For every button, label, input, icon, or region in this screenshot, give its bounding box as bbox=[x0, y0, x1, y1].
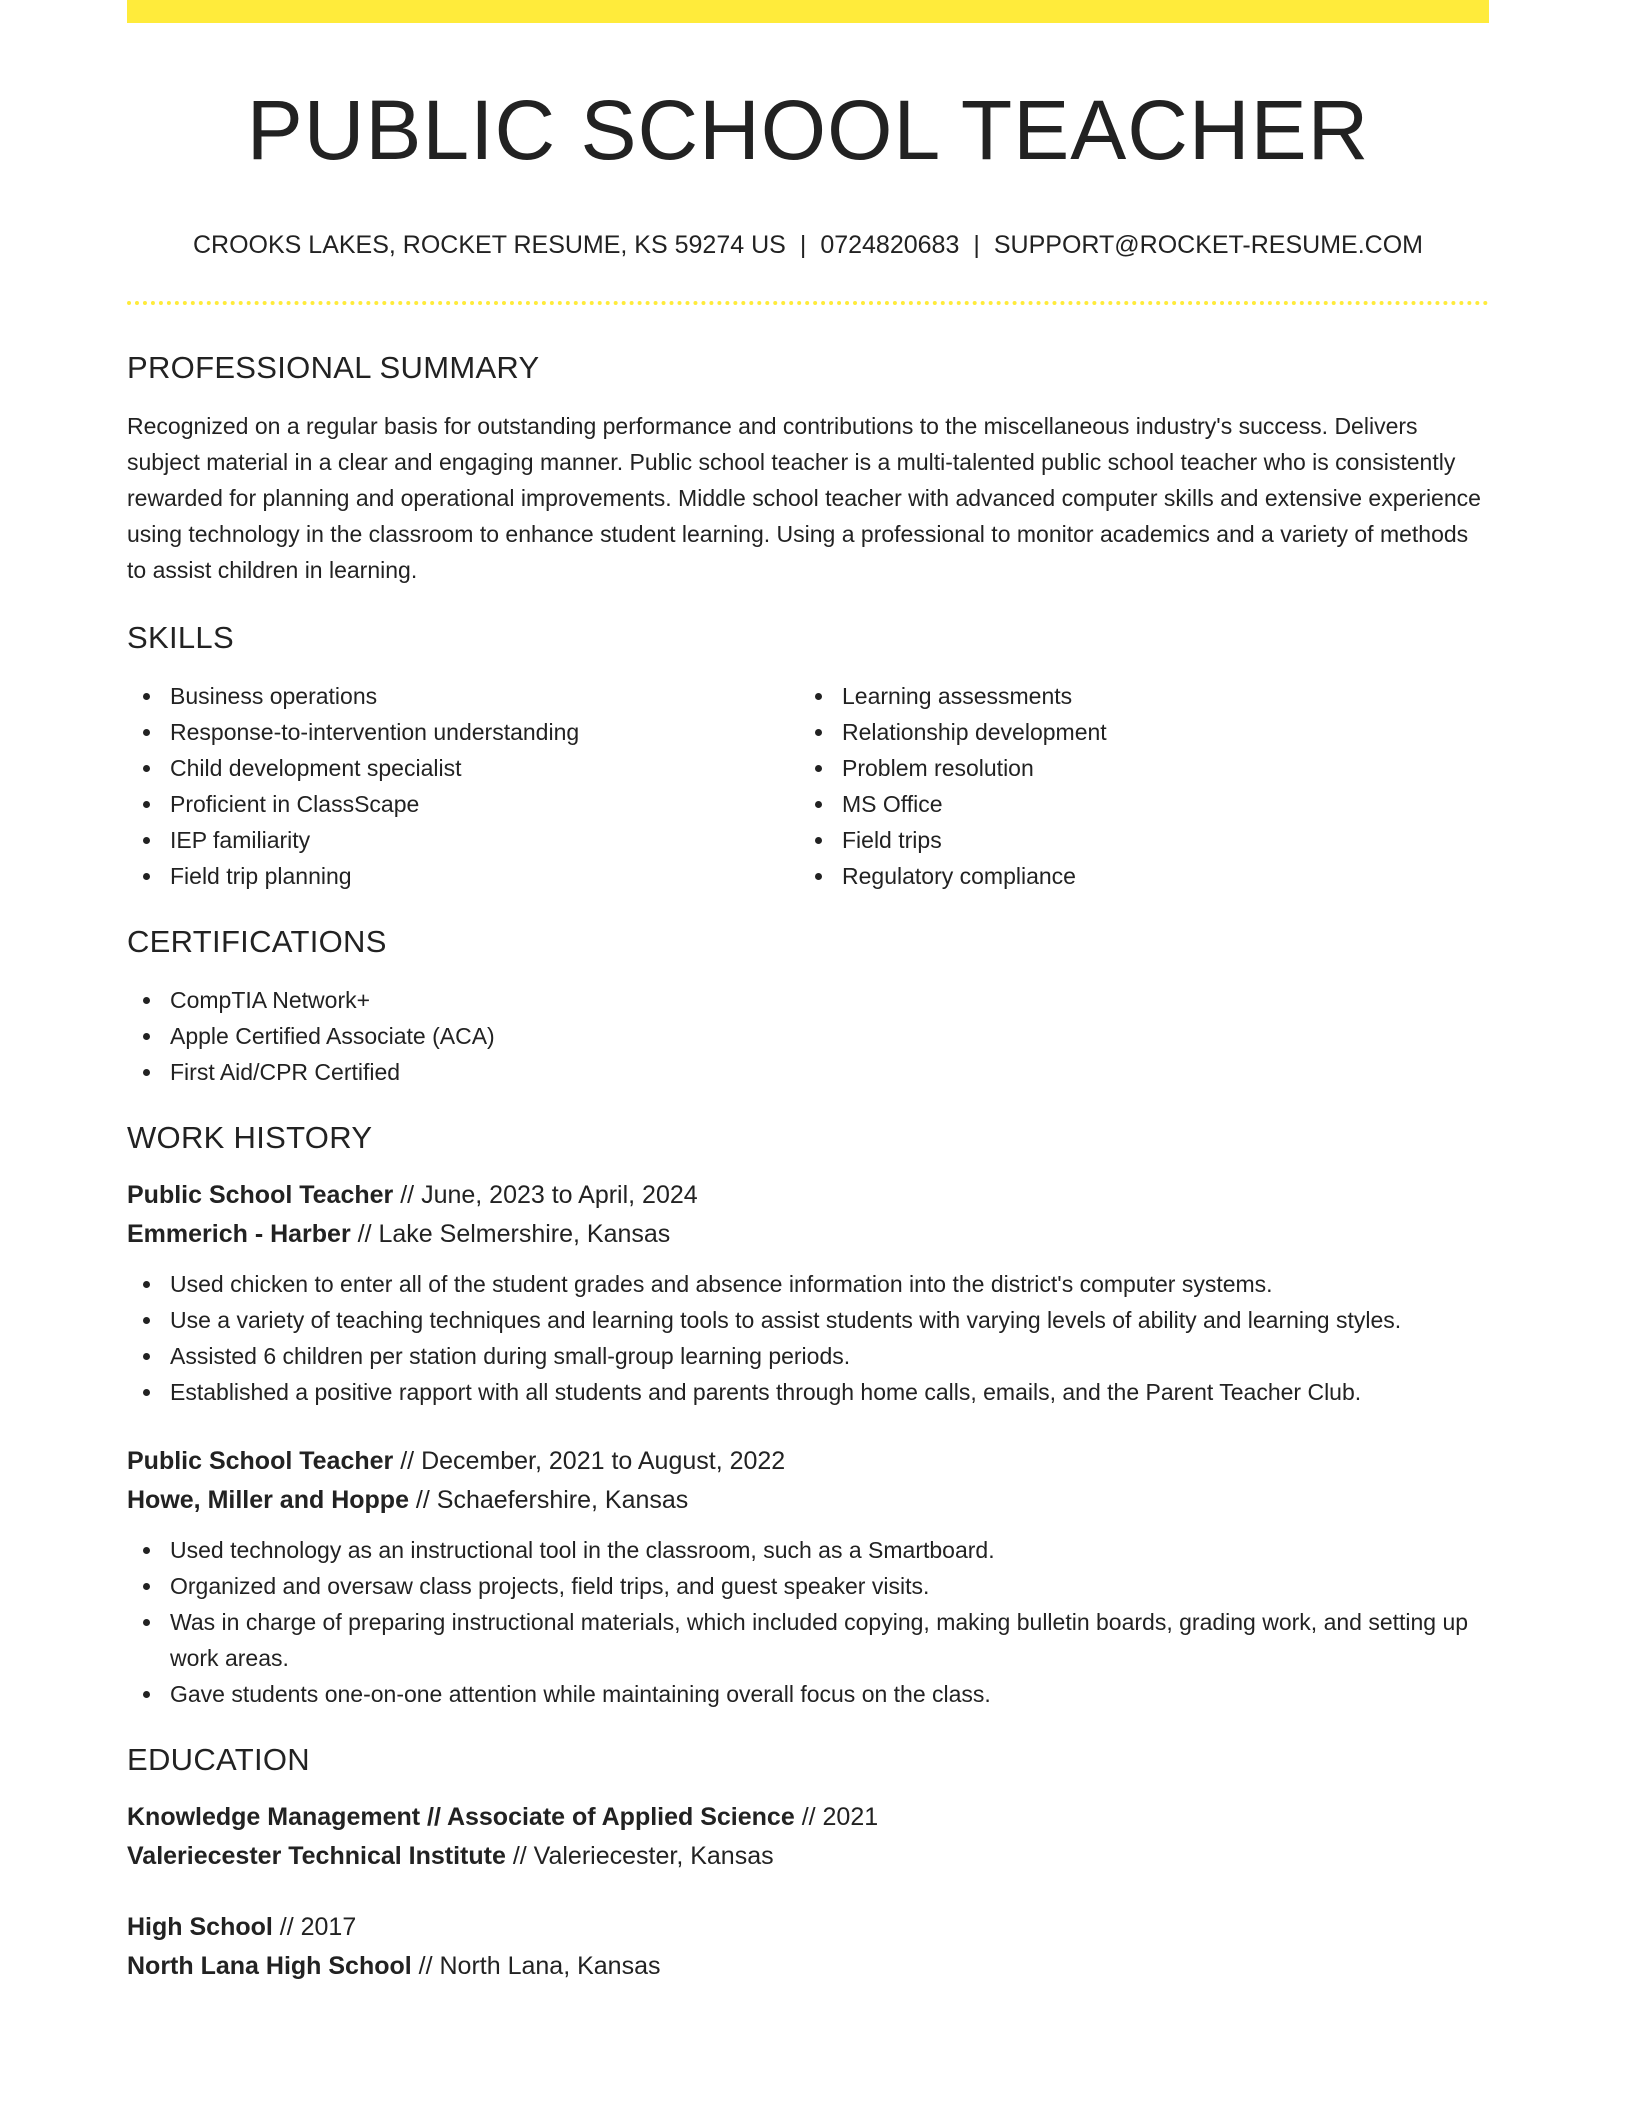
job-bullet: Organized and oversaw class projects, field trips, and guest speaker visits. bbox=[127, 1568, 1489, 1604]
education-school-line bbox=[127, 1947, 1489, 1986]
job-entry bbox=[127, 1176, 1489, 1410]
skill-item: Business operations bbox=[127, 678, 799, 714]
resume-name: PUBLIC SCHOOL TEACHER bbox=[246, 83, 1370, 177]
job-bullets bbox=[127, 1532, 1489, 1712]
education-degree-line bbox=[127, 1798, 1489, 1837]
skill-item: Response-to-intervention understanding bbox=[127, 714, 799, 750]
job-bullet: Gave students one-on-one attention while maintaining overall focus on the class. bbox=[127, 1676, 1489, 1712]
certifications-list bbox=[127, 982, 1489, 1090]
skill-item: MS Office bbox=[799, 786, 1471, 822]
education-entry bbox=[127, 1908, 1489, 1986]
job-title-line bbox=[127, 1176, 1489, 1215]
job-title-line bbox=[127, 1442, 1489, 1481]
job-employer: Emmerich - Harber bbox=[127, 1220, 351, 1248]
education-school: North Lana High School bbox=[127, 1952, 412, 1980]
skill-item: Relationship development bbox=[799, 714, 1471, 750]
job-employer-line bbox=[127, 1481, 1489, 1520]
skill-item: IEP familiarity bbox=[127, 822, 799, 858]
skill-item: Problem resolution bbox=[799, 750, 1471, 786]
certification-item: Apple Certified Associate (ACA) bbox=[127, 1018, 1489, 1054]
education-year: // 2017 bbox=[272, 1913, 357, 1941]
education-school: Valeriecester Technical Institute bbox=[127, 1842, 506, 1870]
certification-item: CompTIA Network+ bbox=[127, 982, 1489, 1018]
work-history-heading: WORK HISTORY bbox=[127, 1120, 373, 1155]
job-bullet: Was in charge of preparing instructional materials, which included copying, making bulletin boards, grading work, and setting up work areas. bbox=[127, 1604, 1489, 1676]
job-entry bbox=[127, 1442, 1489, 1712]
skill-item: Field trips bbox=[799, 822, 1471, 858]
contact-address: CROOKS LAKES, ROCKET RESUME, KS 59274 US bbox=[193, 231, 786, 259]
job-bullet: Used chicken to enter all of the student grades and absence information into the district's computer systems. bbox=[127, 1266, 1489, 1302]
job-role: Public School Teacher bbox=[127, 1181, 394, 1209]
job-location: // Lake Selmershire, Kansas bbox=[350, 1220, 671, 1248]
contact-line bbox=[127, 230, 1489, 260]
skill-item: Regulatory compliance bbox=[799, 858, 1471, 894]
certification-item: First Aid/CPR Certified bbox=[127, 1054, 1489, 1090]
skills-right-list bbox=[799, 678, 1471, 894]
certifications-heading: CERTIFICATIONS bbox=[127, 924, 387, 959]
skill-item: Child development specialist bbox=[127, 750, 799, 786]
job-bullet: Assisted 6 children per station during small-group learning periods. bbox=[127, 1338, 1489, 1374]
education-degree-line bbox=[127, 1908, 1489, 1947]
summary-heading: PROFESSIONAL SUMMARY bbox=[127, 350, 540, 385]
job-employer-line bbox=[127, 1215, 1489, 1254]
education-location: // Valeriecester, Kansas bbox=[505, 1842, 774, 1870]
job-bullet: Established a positive rapport with all students and parents through home calls, emails, and the Parent Teacher Club. bbox=[127, 1374, 1489, 1410]
job-bullets bbox=[127, 1266, 1489, 1410]
contact-email: SUPPORT@ROCKET-RESUME.COM bbox=[993, 231, 1423, 259]
education-heading: EDUCATION bbox=[127, 1742, 310, 1777]
contact-separator: | bbox=[799, 231, 807, 259]
job-dates: // December, 2021 to August, 2022 bbox=[393, 1447, 786, 1475]
header-divider bbox=[127, 301, 1489, 305]
education-degree: Knowledge Management // Associate of Applied Science bbox=[127, 1803, 795, 1831]
job-bullet: Used technology as an instructional tool in the classroom, such as a Smartboard. bbox=[127, 1532, 1489, 1568]
education-degree: High School bbox=[127, 1913, 273, 1941]
contact-separator: | bbox=[973, 231, 980, 259]
skill-item: Learning assessments bbox=[799, 678, 1471, 714]
education-year: // 2021 bbox=[794, 1803, 879, 1831]
skills-heading: SKILLS bbox=[127, 620, 234, 655]
summary-text: Recognized on a regular basis for outstanding performance and contributions to the miscellaneous industry's success. Delivers subject material in a clear and engaging manner. Public school teacher is a multi-talented public school teacher who is consistently rewarded for planning and operational improvements. Middle school teacher with advanced computer skills and extensive experience using technology in the classroom to enhance student learning. Using a professional to monitor academics and a variety of methods to assist children in learning. bbox=[127, 413, 1481, 583]
job-role: Public School Teacher bbox=[127, 1447, 394, 1475]
resume-page bbox=[127, 0, 1489, 1986]
job-dates: // June, 2023 to April, 2024 bbox=[393, 1181, 698, 1209]
education-entry bbox=[127, 1798, 1489, 1876]
skill-item: Field trip planning bbox=[127, 858, 799, 894]
job-bullet: Use a variety of teaching techniques and learning tools to assist students with varying levels of ability and learning styles. bbox=[127, 1302, 1489, 1338]
skills-left-list bbox=[127, 678, 799, 894]
education-school-line bbox=[127, 1837, 1489, 1876]
education-location: // North Lana, Kansas bbox=[411, 1952, 661, 1980]
job-employer: Howe, Miller and Hoppe bbox=[127, 1486, 409, 1514]
skills-grid bbox=[127, 678, 1489, 894]
contact-phone: 0724820683 bbox=[820, 231, 960, 259]
job-location: // Schaefershire, Kansas bbox=[408, 1486, 689, 1514]
skill-item: Proficient in ClassScape bbox=[127, 786, 799, 822]
